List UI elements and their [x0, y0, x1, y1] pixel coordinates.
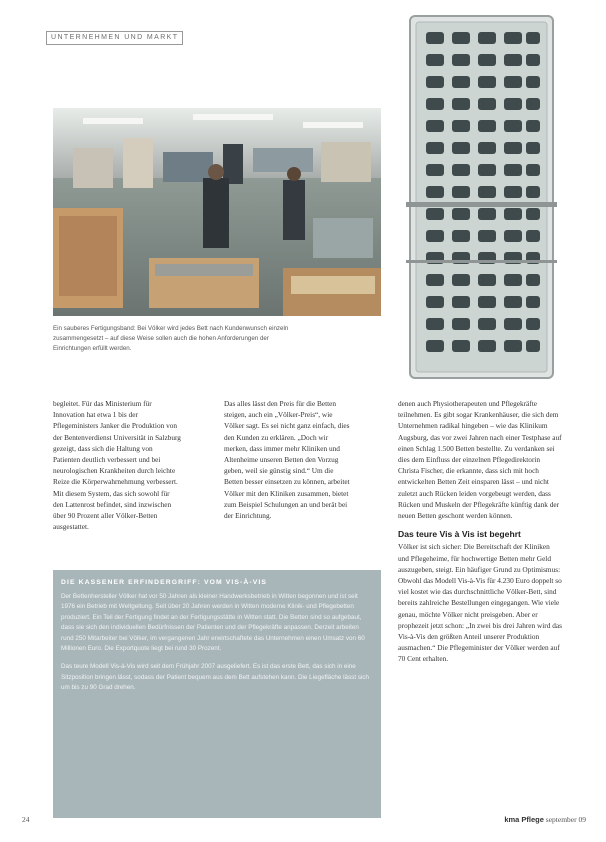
bed-product-photo [398, 12, 565, 382]
footer-publication [504, 815, 586, 824]
fact-box-paragraph: Das teure Modell Vis-à-Vis wird seit dem Frühjahr 2007 ausgeliefert. Es ist das erste Bett, das sich in eine Sitzposition bringen lässt, sodass der Patient bequem aus dem Bett aufstehen kann. Die Liegefläche lässt sich um bis zu 90 Grad drehen. [61, 663, 370, 692]
issue-date: september 09 [545, 815, 586, 824]
photo-caption: Ein sauberes Fertigungsband: Bei Völker wird jedes Bett nach Kundenwunsch einzeln zusammengesetzt – auf diese Weise sollen auch die hohen Anforderungen der Einrichtungen erfüllt werden. [53, 325, 289, 352]
column-3-intro: denen auch Physiotherapeuten und Pflegekräfte teilnehmen. Es gibt sogar Krankenhäuser, die sich dem Unternehmen radikal hingeben – wie das Klinikum Augsburg, das vor zwei Jahren nach einer Testphase auf einen Schlag 1.500 Betten bestellte. Zu verdanken sei dies dem Einfluss der einzelnen Pflegedirektorin Christa Fischer, die erkannte, dass sich mit hoch entwickelten Betten Zeit einsparen lässt – und nicht zuletzt auch Rücken leiden vorgebeugt werden, dass Rücken und Muskeln der Pflegekräfte künftig dank der neuen Betten geschont werden können. [398, 399, 562, 521]
factory-photo [53, 108, 381, 316]
column-3-body: Völker ist sich sicher: Die Bereitschaft der Kliniken und Pflegeheime, für hochwertige Betten mehr Geld auszugeben, steigt. Ein häufiger Grund zu Optimismus: Obwohl das Modell Vis-à-Vis für 4.230 Euro doppelt so viel kostet wie das durchschnittliche Völker-Bett, sind bereits zahlreiche Bestellungen eingegangen. Wie viele genau, möchte Völker nicht preisgeben. Aber er prophezeit jetzt schon: „In zwei bis drei Jahren wird das Vis-à-Vis den größten Anteil unserer Produktion ausmachen.“ Die Pflegeminister der Völker werden auf 70 Cent erhalten. [398, 542, 562, 664]
fact-box [53, 570, 381, 818]
article-column-2: Das alles lässt den Preis für die Betten steigen, auch ein „Völker-Preis“, wie Völker sagt. Es sei nicht ganz einfach, dies den Kunden zu erklären. „Doch wir merken, dass immer mehr Kliniken und Altenheime unseren Betten den Vorzug geben, weil sie günstig sind.“ Um die Betten besser einsetzen zu können, arbeitet Völker mit den Kliniken zusammen, bietet zum Beispiel Schulungen an und berät bei der Einrichtung. [224, 399, 350, 521]
publication-name: kma Pflege [504, 815, 544, 824]
section-label: UNTERNEHMEN UND MARKT [46, 31, 183, 45]
subheading: Das teure Vis à Vis ist begehrt [398, 529, 521, 540]
page-number: 24 [22, 815, 30, 824]
article-column-3 [398, 398, 562, 665]
article-column-1: begleitet. Für das Ministerium für Innovation hat etwa 1 bis der Pflegeministers Janker die Produktion von der Bentenverdienst Universität in Salzburg gezeigt, dass sich die Haltung von Patienten deutlich verbessert und bei neurologischen Krankheiten durch leichte Reize die Körperwahrnehmung verbessert. Mit diesem System, das sich sowohl für den Lattenrost befindet, sind inzwischen über 90 Prozent aller Völker-Betten ausgestattet. [53, 399, 181, 532]
fact-box-paragraph: Der Bettenhersteller Völker hat vor 50 Jahren als kleiner Handwerksbetrieb in Witten begonnen und ist seit 1976 ein Betrieb mit Weltgeltung. Seit über 20 Jahren werden in Witten moderne Klinik- und Pflegebetten produziert. Ein Teil der Fertigung findet an der Fertigungsstätte in Witten statt. Die Betten sind so aufgebaut, dass sie sich den individuellen Bedürfnissen der Patienten und der Pflegekräfte anpassen. Derzeit arbeiten rund 250 Mitarbeiter bei Völker, im vergangenen Jahr erwirtschaftete das Unternehmen einen Umsatz von 60 Millionen Euro. Die Exportquote liegt bei rund 30 Prozent. [61, 593, 365, 653]
fact-box-title: DIE KASSENER ERFINDERGRIFF: VOM VIS-À-VIS [61, 579, 267, 586]
